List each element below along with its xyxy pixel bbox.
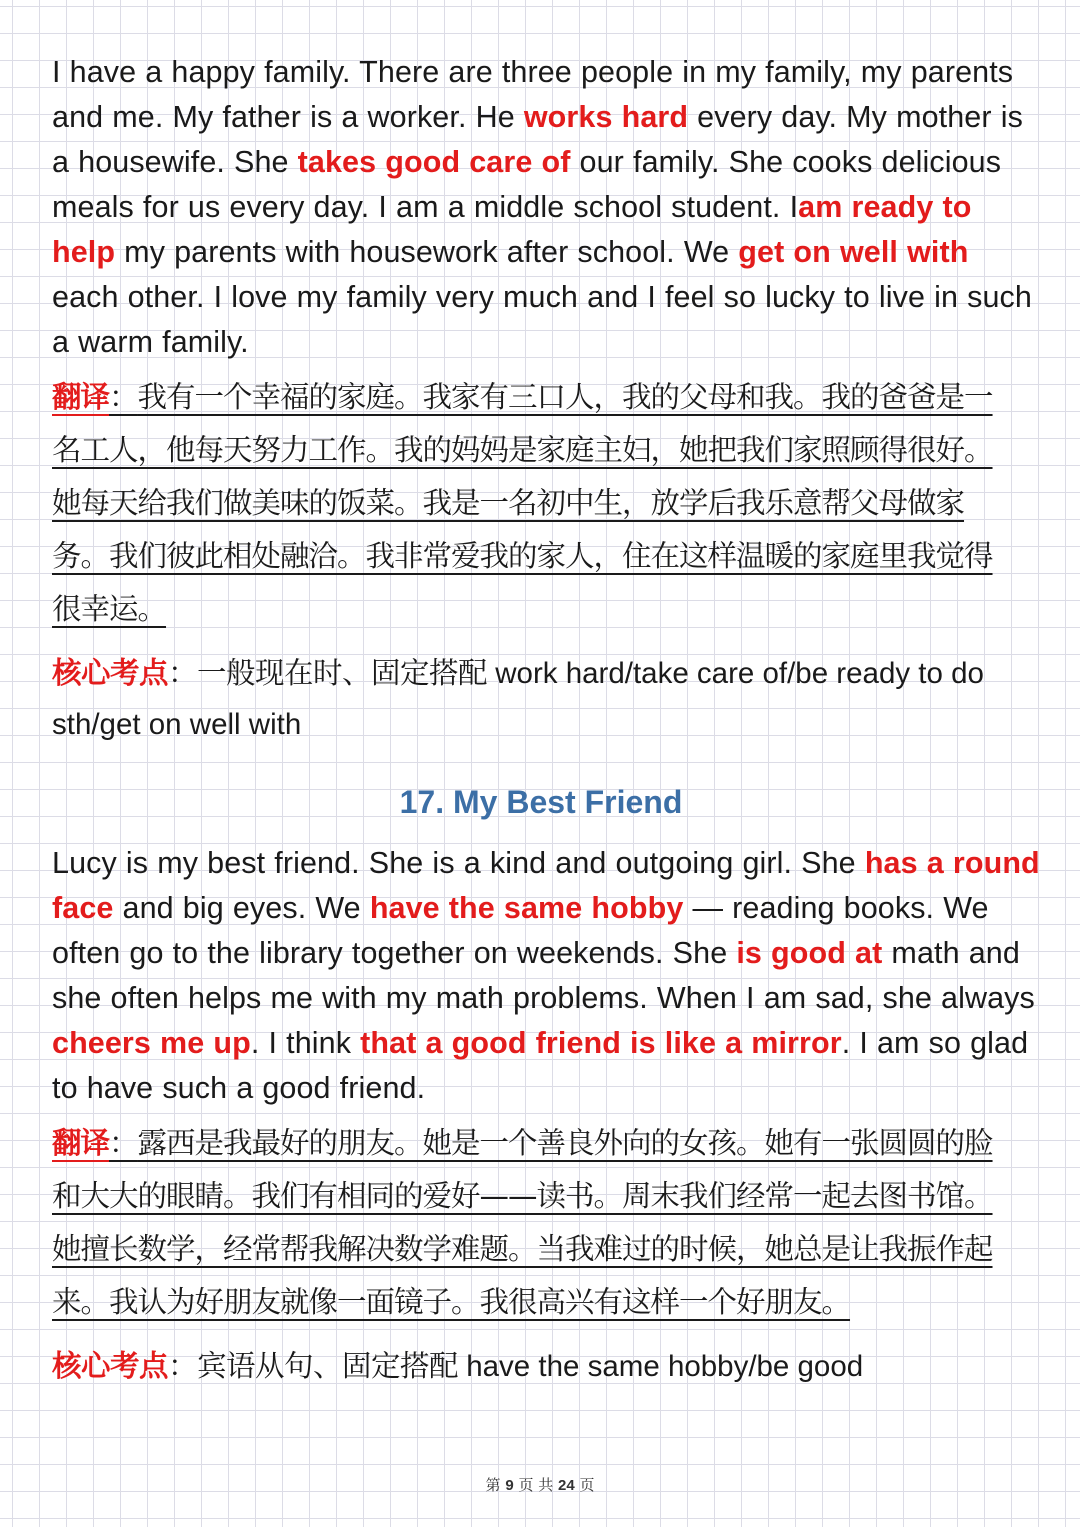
translation-text: 我有一个幸福的家庭。我家有三口人，我的父母和我。我的爸爸是一名工人，他每天努力工作。我的妈妈是家庭主妇，她把我们家照顾得很好。她每天给我们做美味的饭菜。我是一名初中生，放学后我乐意帮父母做家务。我们彼此相处融洽。我非常爱我的家人，住在这样温暖的家庭里我觉得很幸运。 (52, 380, 993, 626)
page-number: 9 (505, 1477, 514, 1494)
essay-17-keypoints: 核心考点：宾语从句、固定搭配 have the same hobby/be good (52, 1349, 864, 1383)
key-phrase: has a round face (52, 846, 1040, 925)
page-footer: 第 9 页 共 24 页 (485, 1476, 595, 1494)
key-phrase: that a good friend is like a mirror (360, 1026, 842, 1060)
keypoint-label: 核心考点 (52, 656, 169, 690)
key-phrase: takes good care of (297, 145, 571, 179)
essay-17-translation: 翻译：露西是我最好的朋友。她是一个善良外向的女孩。她有一张圆圆的脸和大大的眼睛。我们有相同的爱好——读书。周末我们经常一起去图书馆。她擅长数学，经常帮我解决数学难题。当我难过的时候，她总是让我振作起来。我认为好朋友就像一面镜子。我很高兴有这样一个好朋友。 (52, 1126, 993, 1319)
key-phrase: cheers me up (52, 1026, 251, 1060)
translation-label: 翻译 (52, 1126, 110, 1160)
translation-text: 露西是我最好的朋友。她是一个善良外向的女孩。她有一张圆圆的脸和大大的眼睛。我们有相同的爱好——读书。周末我们经常一起去图书馆。她擅长数学，经常帮我解决数学难题。当我难过的时候，她总是让我振作起来。我认为好朋友就像一面镜子。我很高兴有这样一个好朋友。 (52, 1126, 993, 1319)
essay-17-title: 17. My Best Friend (399, 784, 683, 820)
essay-16-paragraph: I have a happy family. There are three people in my family, my parents and me. My father is a worker. He works hard every day. My mother is a housewife. She takes good care of our family. She cooks delicious meals for us every day. I am a middle school student. Iam ready to help my parents with housework after school. We get on well with each other. I love my family very much and I feel so lucky to live in such a warm family. (52, 55, 1032, 359)
keypoint-label: 核心考点 (52, 1349, 169, 1383)
key-phrase: get on well with (738, 235, 969, 269)
key-phrase: works hard (523, 100, 689, 134)
essay-16-translation: 翻译：我有一个幸福的家庭。我家有三口人，我的父母和我。我的爸爸是一名工人，他每天努力工作。我的妈妈是家庭主妇，她把我们家照顾得很好。她每天给我们做美味的饭菜。我是一名初中生，放学后我乐意帮父母做家务。我们彼此相处融洽。我非常爱我的家人，住在这样温暖的家庭里我觉得很幸运。 (52, 380, 993, 626)
page-content (52, 50, 1042, 1392)
translation-label: 翻译 (52, 380, 110, 414)
key-phrase: is good at (736, 936, 883, 970)
key-phrase: have the same hobby (369, 891, 684, 925)
key-phrase: am ready to help (52, 190, 972, 269)
essay-16-keypoints: 核心考点：一般现在时、固定搭配 work hard/take care of/be ready to do sth/get on well with (52, 656, 984, 741)
page-total: 24 (558, 1477, 575, 1494)
essay-17-paragraph: Lucy is my best friend. She is a kind and outgoing girl. She has a round face and big eyes. We have the same hobby — reading books. We often go to the library together on weekends. She is good at math and she often helps me with my math problems. When I am sad, she always cheers me up. I think that a good friend is like a mirror. I am so glad to have such a good friend. (52, 846, 1040, 1105)
